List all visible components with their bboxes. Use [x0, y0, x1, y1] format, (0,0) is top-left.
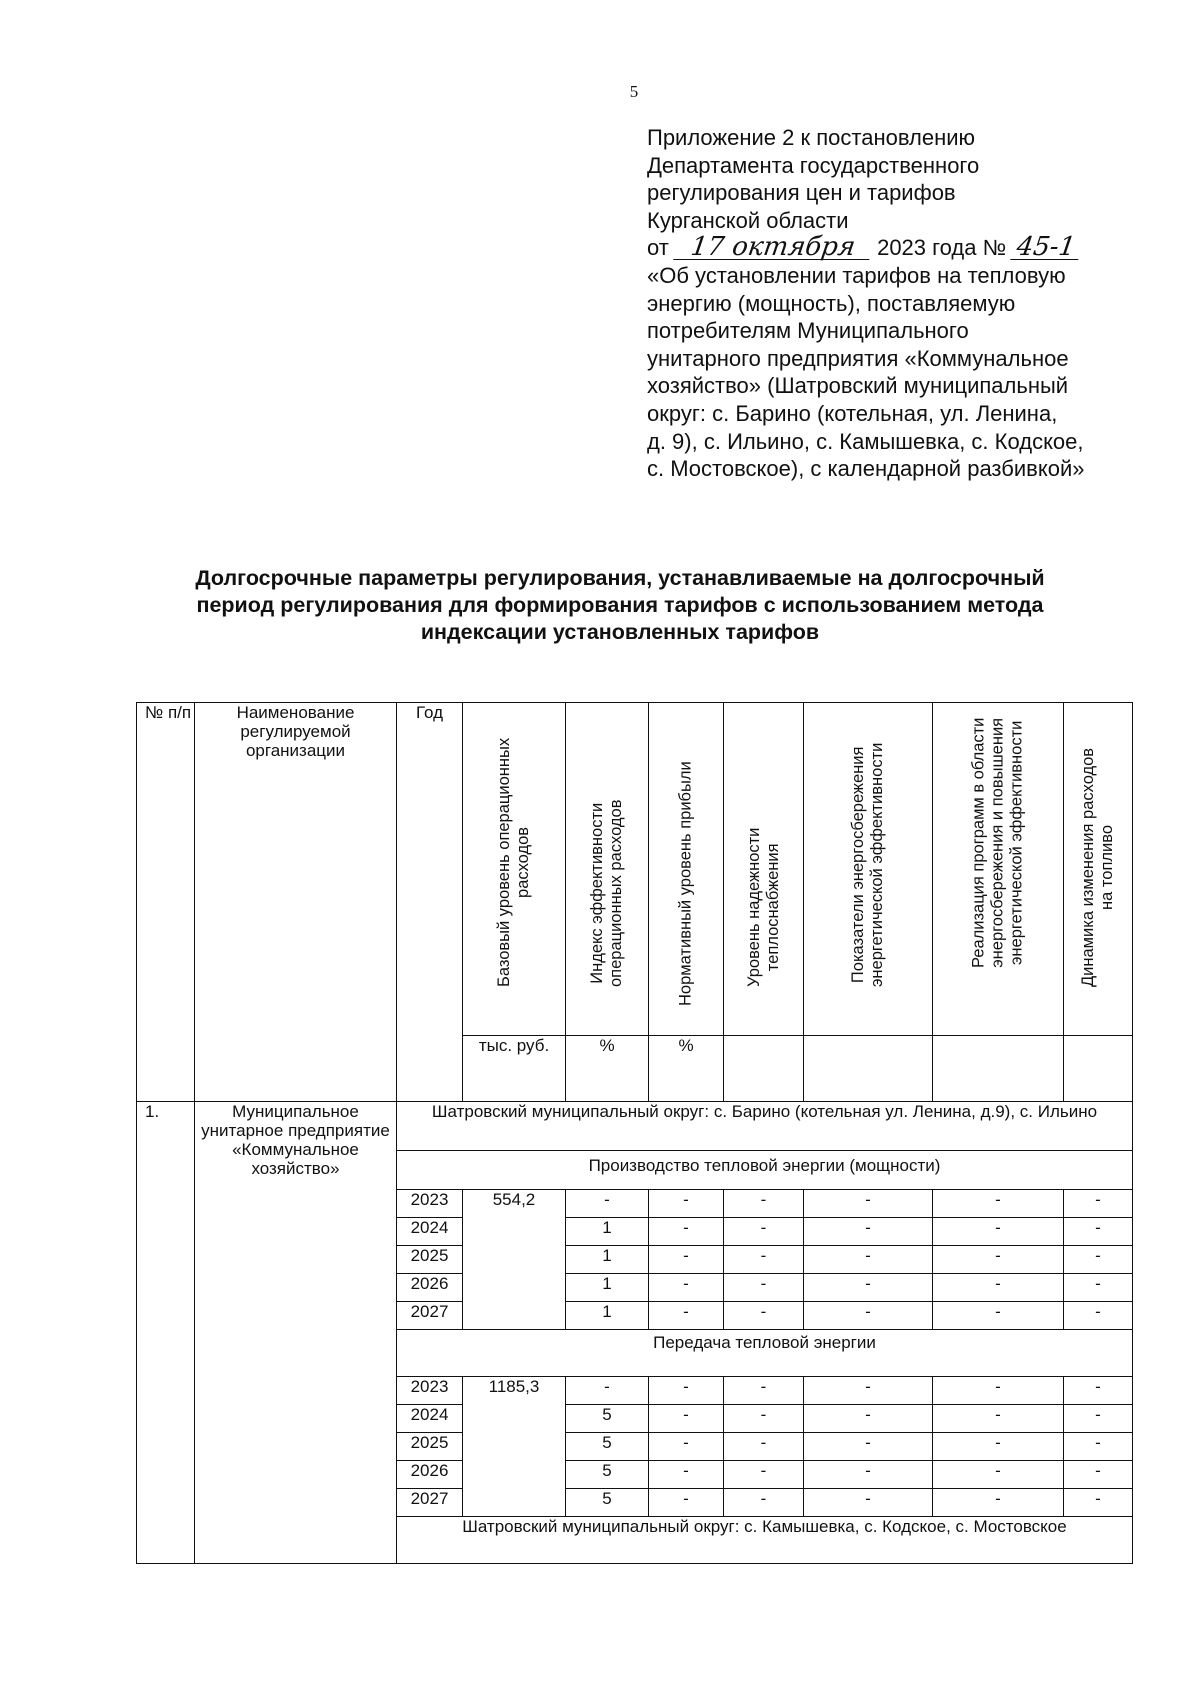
fuel-cell: -: [1064, 1190, 1133, 1218]
fuel-cell: -: [1064, 1218, 1133, 1246]
programs-cell: -: [933, 1377, 1064, 1405]
header-profit-line: Нормативный уровень прибыли: [676, 761, 695, 1006]
appendix-line: Департамента государственного: [647, 152, 980, 178]
year-cell: 2023: [397, 1190, 463, 1218]
year-cell: 2025: [397, 1246, 463, 1274]
energy-cell: -: [804, 1218, 933, 1246]
unit-empty: [724, 1036, 804, 1102]
reliability-cell: -: [724, 1377, 804, 1405]
header-num: № п/п: [137, 703, 195, 1102]
unit-empty: [804, 1036, 933, 1102]
subject-line: энергию (мощность), поставляемую: [647, 290, 1016, 316]
year-cell: 2026: [397, 1461, 463, 1489]
appendix-block: [647, 124, 1117, 483]
reliability-cell: -: [724, 1274, 804, 1302]
energy-cell: -: [804, 1377, 933, 1405]
handwritten-date: 17 октября: [673, 235, 873, 260]
subject-line: округ: с. Барино (котельная, ул. Ленина,: [647, 400, 1058, 426]
reliability-cell: -: [724, 1218, 804, 1246]
year-cell: 2027: [397, 1489, 463, 1517]
document-title: [120, 565, 1120, 646]
year-cell: 2025: [397, 1433, 463, 1461]
parameters-table: [136, 702, 1133, 1564]
profit-cell: -: [649, 1190, 724, 1218]
activity-label: Производство тепловой энергии (мощности): [397, 1151, 1133, 1190]
header-profit: [649, 703, 724, 1036]
fuel-cell: -: [1064, 1302, 1133, 1330]
reliability-cell: -: [724, 1302, 804, 1330]
programs-cell: -: [933, 1489, 1064, 1517]
header-fuel: [1064, 703, 1133, 1036]
programs-cell: -: [933, 1246, 1064, 1274]
header-reliability-line: Уровень надежности: [744, 827, 763, 987]
unit-empty: [933, 1036, 1064, 1102]
energy-cell: -: [804, 1433, 933, 1461]
fuel-cell: -: [1064, 1405, 1133, 1433]
year-cell: 2024: [397, 1405, 463, 1433]
profit-cell: -: [649, 1489, 724, 1517]
profit-cell: -: [649, 1377, 724, 1405]
index-cell: 1: [566, 1218, 649, 1246]
programs-cell: -: [933, 1433, 1064, 1461]
profit-cell: -: [649, 1461, 724, 1489]
header-energy-line: энергетической эффективности: [868, 742, 886, 987]
fuel-cell: -: [1064, 1246, 1133, 1274]
index-cell: 5: [566, 1433, 649, 1461]
year-cell: 2027: [397, 1302, 463, 1330]
header-programs: [933, 703, 1064, 1036]
header-row: [137, 703, 1133, 1036]
header-year: Год: [397, 703, 463, 1102]
header-programs-line: энергосбережения и повышения: [988, 717, 1007, 968]
profit-cell: -: [649, 1433, 724, 1461]
fuel-cell: -: [1064, 1433, 1133, 1461]
handwritten-number: 45-1: [1011, 235, 1083, 260]
header-index: [566, 703, 649, 1036]
profit-cell: -: [649, 1218, 724, 1246]
programs-cell: -: [933, 1405, 1064, 1433]
header-org: Наименование регулируемой организации: [195, 703, 397, 1102]
index-cell: 1: [566, 1246, 649, 1274]
index-cell: 5: [566, 1461, 649, 1489]
programs-cell: -: [933, 1302, 1064, 1330]
fuel-cell: -: [1064, 1274, 1133, 1302]
index-cell: 1: [566, 1302, 649, 1330]
base-value: 1185,3: [463, 1377, 566, 1517]
programs-cell: -: [933, 1274, 1064, 1302]
subject-line: с. Мостовское), с календарной разбивкой»: [647, 456, 1085, 482]
index-cell: -: [566, 1377, 649, 1405]
reliability-cell: -: [724, 1461, 804, 1489]
row-number: 1.: [137, 1102, 195, 1564]
subject-line: унитарного предприятия «Коммунальное: [647, 345, 1069, 371]
subject-line: потребителям Муниципального: [647, 318, 969, 344]
header-fuel-line: на топливо: [1098, 824, 1116, 910]
header-energy-line: Показатели энергосбережения: [849, 746, 867, 984]
reliability-cell: -: [724, 1405, 804, 1433]
profit-cell: -: [649, 1274, 724, 1302]
programs-cell: -: [933, 1190, 1064, 1218]
date-line: [647, 234, 1117, 262]
unit-index: %: [566, 1036, 649, 1102]
header-base-line: расходов: [514, 826, 532, 898]
header-reliability-line: теплоснабжения: [763, 843, 782, 972]
profit-cell: -: [649, 1302, 724, 1330]
reliability-cell: -: [724, 1489, 804, 1517]
energy-cell: -: [804, 1405, 933, 1433]
index-cell: 1: [566, 1274, 649, 1302]
activity-label: Передача тепловой энергии: [397, 1330, 1133, 1377]
subject-line: д. 9), с. Ильино, с. Камышевка, с. Кодское,: [647, 428, 1084, 454]
unit-base: тыс. руб.: [463, 1036, 566, 1102]
area-row: [137, 1102, 1133, 1151]
year-cell: 2024: [397, 1218, 463, 1246]
energy-cell: -: [804, 1274, 933, 1302]
year-cell: 2023: [397, 1377, 463, 1405]
unit-profit: %: [649, 1036, 724, 1102]
energy-cell: -: [804, 1190, 933, 1218]
index-cell: 5: [566, 1489, 649, 1517]
fuel-cell: -: [1064, 1461, 1133, 1489]
header-reliability: [724, 703, 804, 1036]
fuel-cell: -: [1064, 1489, 1133, 1517]
subject-line: «Об установлении тарифов на тепловую: [647, 262, 1066, 288]
date-year: 2023 года №: [877, 235, 1007, 261]
date-prefix: от: [647, 235, 669, 261]
index-cell: -: [566, 1190, 649, 1218]
reliability-cell: -: [724, 1246, 804, 1274]
header-index-line: Индекс эффективности: [588, 802, 606, 984]
base-value: 554,2: [463, 1190, 566, 1330]
area-label: Шатровский муниципальный округ: с. Камышевка, с. Кодское, с. Мостовское: [397, 1517, 1133, 1564]
title-line: Долгосрочные параметры регулирования, устанавливаемые на долгосрочный: [195, 566, 1045, 590]
appendix-line: Приложение 2 к постановлению: [647, 125, 976, 150]
subject-line: хозяйство» (Шатровский муниципальный: [647, 373, 1069, 399]
header-programs-line: энергетической эффективности: [1007, 720, 1026, 965]
unit-empty: [1064, 1036, 1133, 1102]
programs-cell: -: [933, 1461, 1064, 1489]
page-number: 5: [629, 82, 639, 101]
appendix-line: регулирования цен и тарифов: [647, 180, 956, 206]
header-fuel-line: Динамика изменения расходов: [1079, 747, 1097, 987]
energy-cell: -: [804, 1461, 933, 1489]
energy-cell: -: [804, 1302, 933, 1330]
area-label: Шатровский муниципальный округ: с. Барино (котельная ул. Ленина, д.9), с. Ильино: [397, 1102, 1133, 1151]
profit-cell: -: [649, 1246, 724, 1274]
header-base-line: Базовый уровень операционных: [495, 737, 513, 987]
title-line: период регулирования для формирования тарифов с использованием метода: [196, 593, 1044, 617]
header-base: [463, 703, 566, 1036]
header-programs-line: Реализация программ в области: [969, 717, 988, 968]
organization-name: Муниципальное унитарное предприятие «Коммунальное хозяйство»: [195, 1102, 397, 1564]
programs-cell: -: [933, 1218, 1064, 1246]
reliability-cell: -: [724, 1433, 804, 1461]
year-cell: 2026: [397, 1274, 463, 1302]
profit-cell: -: [649, 1405, 724, 1433]
appendix-line: Курганской области: [647, 207, 849, 233]
header-energy-saving: [804, 703, 933, 1036]
header-index-line: операционных расходов: [607, 799, 625, 987]
title-line: индексации установленных тарифов: [420, 620, 820, 644]
reliability-cell: -: [724, 1190, 804, 1218]
index-cell: 5: [566, 1405, 649, 1433]
energy-cell: -: [804, 1489, 933, 1517]
fuel-cell: -: [1064, 1377, 1133, 1405]
energy-cell: -: [804, 1246, 933, 1274]
